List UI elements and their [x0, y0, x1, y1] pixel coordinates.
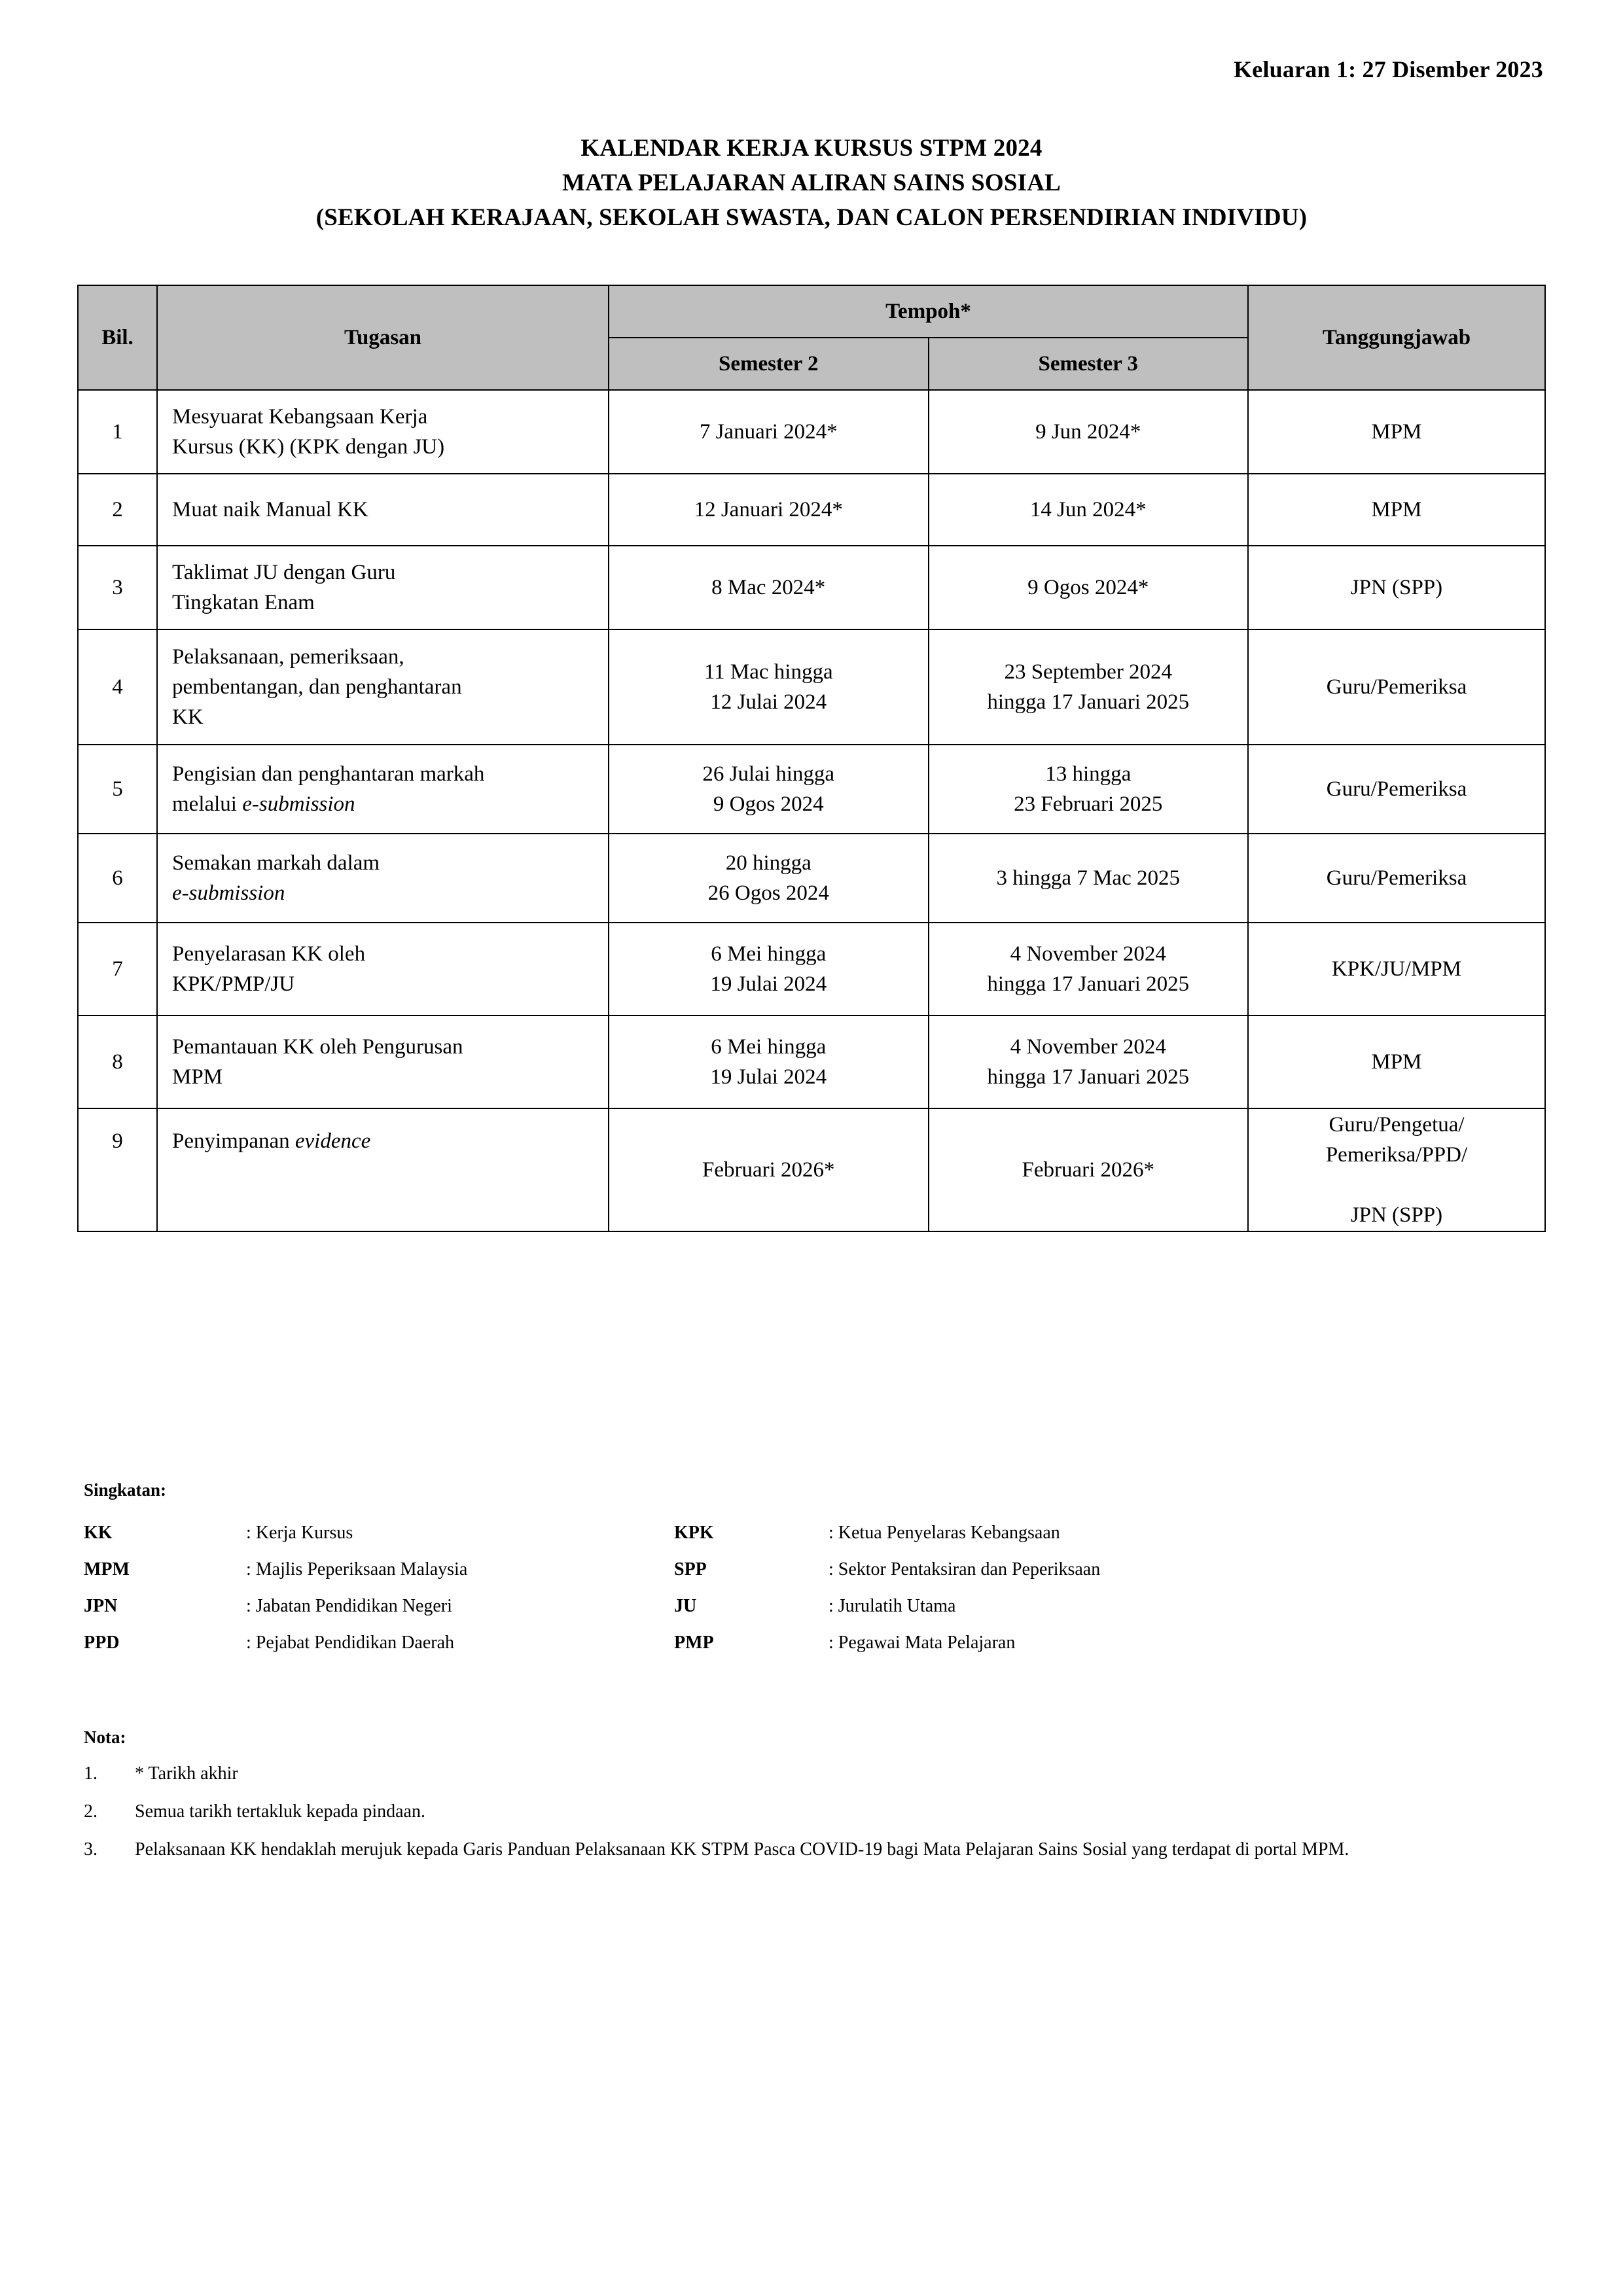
row-semester3-date — [929, 834, 1249, 923]
row-responsibility — [1248, 474, 1545, 546]
row-number: 5 — [78, 745, 157, 834]
abbreviation-definition: : Jabatan Pendidikan Negeri — [246, 1596, 452, 1616]
task-line — [172, 1126, 597, 1156]
date-line: hingga 17 Januari 2025 — [987, 690, 1190, 714]
table-row — [78, 390, 1545, 474]
date-line: 9 Jun 2024* — [1035, 420, 1141, 444]
date-line: 26 Ogos 2024 — [707, 881, 829, 905]
note-number: 3. — [84, 1839, 98, 1860]
date-line: 4 November 2024 — [1010, 1035, 1166, 1059]
row-semester2-date — [609, 546, 929, 629]
abbreviations-table — [84, 1515, 1458, 1661]
resp-line: KPK/JU/MPM — [1331, 957, 1462, 981]
date-line: Februari 2026* — [1022, 1158, 1155, 1182]
resp-spacer — [1254, 1170, 1539, 1200]
row-number: 2 — [78, 474, 157, 546]
row-semester2-date — [609, 834, 929, 923]
row-responsibility — [1248, 1016, 1545, 1108]
date-line: 19 Julai 2024 — [710, 1065, 827, 1089]
task-line: Penyelarasan KK oleh — [172, 942, 366, 966]
abbreviation-definition: : Majlis Peperiksaan Malaysia — [246, 1559, 468, 1580]
date-line: 12 Januari 2024* — [694, 498, 843, 521]
row-responsibility — [1248, 546, 1545, 629]
table-header — [78, 285, 1545, 390]
row-task — [157, 1108, 609, 1231]
task-text-italic: e-submission — [172, 881, 285, 905]
calendar-table — [77, 285, 1546, 1232]
date-line: 4 November 2024 — [1010, 942, 1166, 966]
resp-line: Guru/Pemeriksa — [1326, 777, 1467, 801]
row-semester2-date — [609, 1016, 929, 1108]
abbreviation-term: MPM — [84, 1559, 130, 1580]
resp-line: Guru/Pemeriksa — [1326, 866, 1467, 890]
task-line: Tingkatan Enam — [172, 591, 315, 614]
row-task — [157, 923, 609, 1016]
abbreviation-row — [84, 1625, 1458, 1661]
task-line: Pelaksanaan, pemeriksaan, — [172, 645, 404, 669]
task-line: MPM — [172, 1065, 223, 1089]
note-text: Semua tarikh tertakluk kepada pindaan. — [135, 1801, 425, 1822]
row-number: 9 — [78, 1108, 157, 1231]
notes-title: Nota: — [84, 1727, 126, 1747]
row-semester2-date — [609, 745, 929, 834]
note-item — [84, 1761, 1544, 1787]
row-task — [157, 745, 609, 834]
task-text-plain: Penyimpanan — [172, 1129, 295, 1153]
abbreviation-definition: : Jurulatih Utama — [829, 1596, 956, 1616]
row-semester2-date — [609, 474, 929, 546]
row-responsibility — [1248, 834, 1545, 923]
row-task — [157, 474, 609, 546]
date-line: hingga 17 Januari 2025 — [987, 1065, 1190, 1089]
row-responsibility — [1248, 629, 1545, 745]
resp-line: JPN (SPP) — [1350, 1203, 1443, 1227]
date-line: 19 Julai 2024 — [710, 972, 827, 996]
column-header-tanggungjawab: Tanggungjawab — [1248, 285, 1545, 390]
column-header-semester-3: Semester 3 — [929, 338, 1249, 390]
row-number: 3 — [78, 546, 157, 629]
task-line: Taklimat JU dengan Guru — [172, 561, 396, 584]
row-task — [157, 629, 609, 745]
abbreviation-term: JU — [674, 1596, 697, 1616]
row-semester3-date — [929, 1016, 1249, 1108]
note-item — [84, 1837, 1544, 1863]
row-number: 7 — [78, 923, 157, 1016]
note-text: * Tarikh akhir — [135, 1763, 238, 1784]
date-line: 7 Januari 2024* — [699, 420, 838, 444]
task-line: Pengisian dan penghantaran markah — [172, 762, 485, 786]
abbreviation-term: JPN — [84, 1596, 118, 1616]
abbreviation-definition: : Sektor Pentaksiran dan Peperiksaan — [829, 1559, 1101, 1580]
row-semester3-date — [929, 474, 1249, 546]
row-number: 6 — [78, 834, 157, 923]
row-number: 8 — [78, 1016, 157, 1108]
page-title-line-2: MATA PELAJARAN ALIRAN SAINS SOSIAL — [562, 169, 1061, 196]
date-line: 20 hingga — [725, 851, 812, 875]
resp-line: Pemeriksa/PPD/ — [1325, 1143, 1468, 1167]
page-title-line-3: (SEKOLAH KERAJAAN, SEKOLAH SWASTA, DAN CALON PERSENDIRIAN INDIVIDU) — [315, 204, 1308, 231]
task-line: KK — [172, 705, 204, 729]
note-text: Pelaksanaan KK hendaklah merujuk kepada Garis Panduan Pelaksanaan KK STPM Pasca COVID-19 bagi Mata Pelajaran Sains Sosial yang terdapat di portal MPM. — [135, 1839, 1349, 1860]
row-responsibility — [1248, 1108, 1545, 1231]
date-line: 9 Ogos 2024 — [713, 792, 824, 816]
task-line: Pemantauan KK oleh Pengurusan — [172, 1035, 463, 1059]
task-text-italic: evidence — [294, 1129, 371, 1153]
date-line: hingga 17 Januari 2025 — [987, 972, 1190, 996]
row-semester3-date — [929, 629, 1249, 745]
date-line: 3 hingga 7 Mac 2025 — [996, 866, 1180, 890]
abbreviation-term: KK — [84, 1523, 113, 1543]
row-semester3-date — [929, 1108, 1249, 1231]
row-semester2-date — [609, 390, 929, 474]
row-number: 1 — [78, 390, 157, 474]
date-line: 12 Julai 2024 — [710, 690, 827, 714]
row-semester3-date — [929, 390, 1249, 474]
abbreviations-section — [84, 1480, 1543, 1661]
row-task — [157, 546, 609, 629]
row-semester3-date — [929, 546, 1249, 629]
note-number: 2. — [84, 1801, 98, 1822]
table-row — [78, 745, 1545, 834]
table-row — [78, 923, 1545, 1016]
row-task — [157, 1016, 609, 1108]
abbreviation-term: PMP — [674, 1633, 714, 1653]
task-line: Semakan markah dalam — [172, 851, 380, 875]
task-line: Mesyuarat Kebangsaan Kerja — [172, 405, 428, 429]
table-row — [78, 474, 1545, 546]
task-line: pembentangan, dan penghantaran — [172, 675, 462, 699]
resp-line: Guru/Pemeriksa — [1326, 675, 1467, 699]
table-row — [78, 1016, 1545, 1108]
abbreviation-row — [84, 1588, 1458, 1625]
date-line: 23 September 2024 — [1004, 660, 1173, 684]
note-number: 1. — [84, 1763, 98, 1784]
row-responsibility — [1248, 923, 1545, 1016]
task-text-plain: melalui — [172, 792, 243, 816]
resp-line: Guru/Pengetua/ — [1329, 1113, 1465, 1137]
abbreviation-definition: : Pejabat Pendidikan Daerah — [246, 1633, 455, 1653]
abbreviation-row — [84, 1551, 1458, 1588]
date-line: 6 Mei hingga — [711, 942, 827, 966]
date-line: 13 hingga — [1045, 762, 1132, 786]
row-semester2-date — [609, 629, 929, 745]
row-task — [157, 834, 609, 923]
table-row — [78, 1108, 1545, 1231]
task-line: Kursus (KK) (KPK dengan JU) — [172, 435, 445, 459]
date-line: 6 Mei hingga — [711, 1035, 827, 1059]
row-semester3-date — [929, 923, 1249, 1016]
table-body — [78, 390, 1545, 1231]
task-line — [172, 789, 597, 819]
abbreviation-definition: : Pegawai Mata Pelajaran — [829, 1633, 1016, 1653]
task-line: Muat naik Manual KK — [172, 498, 368, 521]
table-row — [78, 834, 1545, 923]
date-line: 14 Jun 2024* — [1029, 498, 1147, 521]
resp-line: MPM — [1371, 498, 1422, 521]
column-header-bil: Bil. — [78, 285, 157, 390]
abbreviation-definition: : Ketua Penyelaras Kebangsaan — [829, 1523, 1060, 1543]
row-responsibility — [1248, 745, 1545, 834]
resp-line: JPN (SPP) — [1350, 576, 1443, 599]
date-line: 8 Mac 2024* — [711, 576, 826, 599]
row-task — [157, 390, 609, 474]
abbreviation-definition: : Kerja Kursus — [246, 1523, 353, 1543]
date-line: 26 Julai hingga — [702, 762, 835, 786]
page-title-line-1: KALENDAR KERJA KURSUS STPM 2024 — [580, 135, 1043, 162]
row-number: 4 — [78, 629, 157, 745]
column-header-semester-2: Semester 2 — [609, 338, 929, 390]
date-line: Februari 2026* — [702, 1158, 835, 1182]
table-row — [78, 546, 1545, 629]
column-header-tugasan: Tugasan — [157, 285, 609, 390]
date-line: 11 Mac hingga — [704, 660, 833, 684]
abbreviation-term: PPD — [84, 1633, 120, 1653]
date-line: 23 Februari 2025 — [1014, 792, 1163, 816]
row-semester2-date — [609, 1108, 929, 1231]
task-line: KPK/PMP/JU — [172, 972, 295, 996]
table-header-row-1 — [78, 285, 1545, 338]
row-responsibility — [1248, 390, 1545, 474]
row-semester2-date — [609, 923, 929, 1016]
abbreviation-term: KPK — [674, 1523, 714, 1543]
issue-line: Keluaran 1: 27 Disember 2023 — [1234, 56, 1543, 82]
task-text-italic: e-submission — [242, 792, 355, 816]
abbreviations-title: Singkatan: — [84, 1480, 167, 1500]
column-header-tempoh: Tempoh* — [609, 285, 1248, 338]
notes-section — [84, 1727, 1544, 1875]
note-item — [84, 1799, 1544, 1825]
resp-line: MPM — [1371, 420, 1422, 444]
document-title-block — [0, 131, 1623, 235]
row-semester3-date — [929, 745, 1249, 834]
date-line: 9 Ogos 2024* — [1027, 576, 1149, 599]
table-row — [78, 629, 1545, 745]
abbreviation-term: SPP — [674, 1559, 707, 1580]
abbreviation-row — [84, 1515, 1458, 1551]
resp-line: MPM — [1371, 1050, 1422, 1074]
